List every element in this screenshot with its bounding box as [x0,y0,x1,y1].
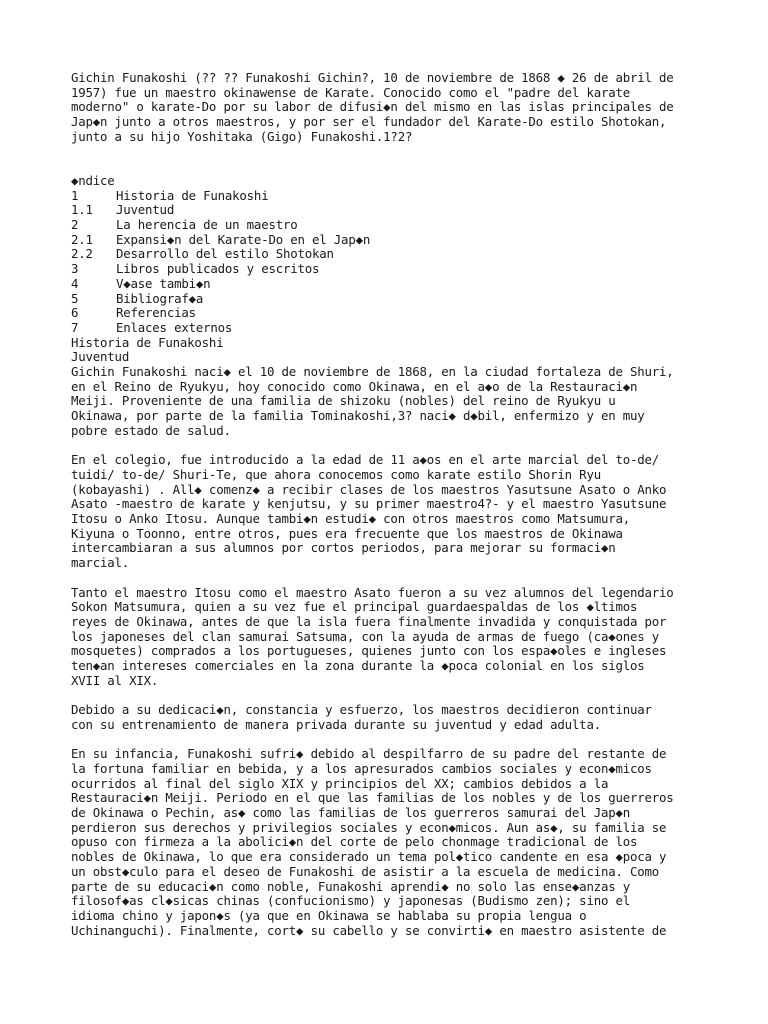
document-body [71,71,731,938]
toc-item-number: 3 [71,261,79,277]
toc-item [71,277,731,292]
toc-item-number: 2.2 [71,246,93,262]
toc-item [71,247,731,262]
table-of-contents [71,174,731,336]
intro-paragraph: Gichin Funakoshi (?? ?? Funakoshi Gichin?, 10 de noviembre de 1868 ◆ 26 de abril de 1957) fue un maestro okinawense de Karate. Conocido como el "padre del karate moderno" o karate-Do por su labor de difusi◆n del mismo en las islas principales de Jap◆n junto a otros maestros, y por ser el fundador del Karate-Do estilo Shotokan, junto a su hijo Yoshitaka (Gigo) Funakoshi.1?2? [71,70,674,144]
toc-item-label: Historia de Funakoshi [116,187,269,203]
toc-item [71,292,731,307]
toc-item-number: 7 [71,319,79,335]
toc-item-label: Enlaces externos [116,319,233,335]
toc-item [71,262,731,277]
toc-item-label: Juventud [116,202,175,218]
toc-item-label: Referencias [116,305,196,321]
body-paragraph: Debido a su dedicaci◆n, constancia y esfuerzo, los maestros decidieron continuar con su entrenamiento de manera privada durante su juventud y edad adulta. [71,702,652,732]
body-paragraph: En su infancia, Funakoshi sufri◆ debido al despilfarro de su padre del restante de la fortuna familiar en bebida, y a los apresurados cambios sociales y econ◆micos ocurridos al final del siglo XIX y principios del XX; cambios debidos a la Restauraci◆n Meiji. Periodo en el que las familias de los nobles y de los guerreros de Okinawa o Pechin, as◆ como las familias de los guerreros samurai del Jap◆n perdieron sus derechos y privilegios sociales y econ◆micos. Aun as◆, su familia se opuso con firmeza a la abolici◆n del corte de pelo chonmage tradicional de los nobles de Okinawa, lo que era considerado un tema pol◆tico candente en esa ◆poca y un obst◆culo para el deseo de Funakoshi de asistir a la escuela de medicina. Como parte de su educaci◆n como noble, Funakoshi aprendi◆ no solo las ense◆anzas y filosof◆as cl◆sicas chinas (confucionismo) y japonesas (Budismo zen); sino el idioma chino y japon◆s (ya que en Okinawa se hablaba su propia lengua o Uchinanguchi). Finalmente, cort◆ su cabello y se convirti◆ en maestro asistente de [71,746,674,938]
body-paragraph: En el colegio, fue introducido a la edad de 11 a◆os en el arte marcial del to-de/ tuidi/ to-de/ Shuri-Te, que ahora conocemos como karate estilo Shorin Ryu (kobayashi) . All◆ comenz◆ a recibir clases de los maestros Yasutsune Asato o Anko Asato -maestro de karate y kenjutsu, y su primer maestro4?- y el maestro Yasutsune Itosu o Anko Itosu. Aunque tambi◆n estudi◆ con otros maestros como Matsumura, Kiyuna o Toonno, entre otros, pues era frecuente que los maestros de Okinawa intercambiaran a sus alumnos por cortos periodos, para mejorar su formaci◆n marcial. [71,452,667,571]
toc-item-number: 2 [71,217,79,233]
toc-item-number: 4 [71,275,79,291]
spacer [71,733,731,748]
spacer [71,571,731,586]
toc-item-label: Bibliograf◆a [116,290,204,306]
spacer [71,688,731,703]
toc-item [71,321,731,336]
section-title: Historia de Funakoshi [71,334,224,350]
toc-item [71,203,731,218]
toc-heading: ◆ndice [71,172,115,188]
toc-item [71,306,731,321]
toc-item-label: Libros publicados y escritos [116,261,320,277]
toc-item-label: V◆ase tambi◆n [116,275,211,291]
toc-item-number: 1.1 [71,202,93,218]
toc-item-label: La herencia de un maestro [116,217,298,233]
toc-item-label: Desarrollo del estilo Shotokan [116,246,334,262]
toc-item-number: 2.1 [71,231,93,247]
subsection-title: Juventud [71,349,130,365]
body-paragraph: Gichin Funakoshi naci◆ el 10 de noviembre de 1868, en la ciudad fortaleza de Shuri, en el Reino de Ryukyu, hoy conocido como Okinawa, en el a◆o de la Restauraci◆n Meiji. Proveniente de una familia de shizoku (nobles) del reino de Ryukyu u Okinawa, por parte de la familia Tominakoshi,3? naci◆ d◆bil, enfermizo y en muy pobre estado de salud. [71,364,674,438]
body-paragraph: Tanto el maestro Itosu como el maestro Asato fueron a su vez alumnos del legendario Sokon Matsumura, quien a su vez fue el principal guardaespaldas de los ◆ltimos reyes de Okinawa, antes de que la isla fuera finalmente invadida y conquistada por los japoneses del clan samurai Satsuma, con la ayuda de armas de fuego (ca◆ones y mosquetes) comprados a los portugueses, quienes junto con los espa◆oles e ingleses ten◆an intereses comerciales en la zona durante la ◆poca colonial en los siglos XVII al XIX. [71,584,674,688]
toc-item [71,233,731,248]
toc-item-number: 6 [71,305,79,321]
toc-item [71,218,731,233]
toc-item [71,189,731,204]
toc-item-number: 5 [71,290,79,306]
spacer [71,145,731,174]
toc-item-number: 1 [71,187,79,203]
spacer [71,439,731,454]
toc-item-label: Expansi◆n del Karate-Do en el Jap◆n [116,231,371,247]
